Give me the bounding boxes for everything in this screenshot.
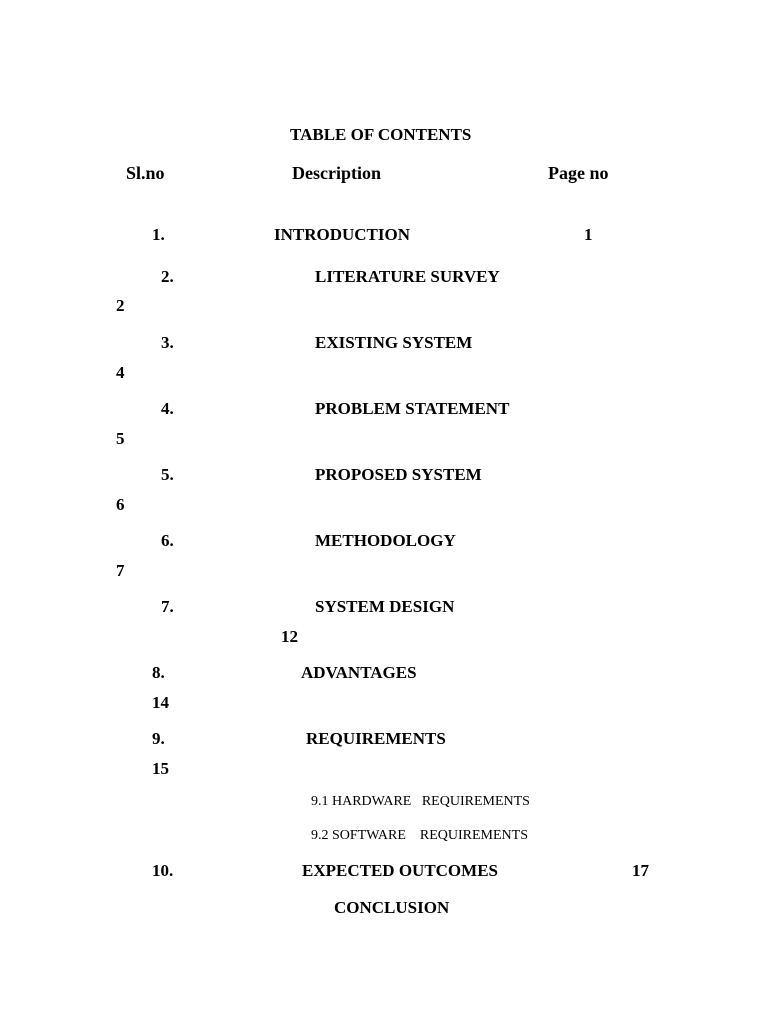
column-header-page: Page no: [548, 163, 609, 183]
toc-entry-page: 15: [152, 759, 169, 778]
toc-conclusion: CONCLUSION: [334, 898, 450, 917]
toc-entry-label: REQUIREMENTS: [306, 729, 446, 748]
toc-entry-number: 7.: [161, 597, 174, 616]
toc-entry-number: 3.: [161, 333, 174, 352]
toc-entry-number: 5.: [161, 465, 174, 484]
toc-entry-page: 2: [116, 296, 125, 315]
toc-entry-page: 12: [281, 627, 298, 646]
toc-title: TABLE OF CONTENTS: [290, 125, 472, 144]
toc-entry-number: 6.: [161, 531, 174, 550]
toc-entry-label: INTRODUCTION: [274, 225, 411, 244]
toc-entry-label: LITERATURE SURVEY: [315, 267, 500, 286]
toc-entry-page: 14: [152, 693, 169, 712]
toc-entry-page: 1: [584, 225, 593, 244]
toc-entry-label: PROBLEM STATEMENT: [315, 399, 510, 418]
column-header-description: Description: [292, 163, 381, 183]
toc-entry-page: 4: [116, 363, 125, 382]
toc-entry-page: 17: [632, 861, 649, 880]
toc-entry-label: EXPECTED OUTCOMES: [302, 861, 498, 880]
toc-entry-number: 8.: [152, 663, 165, 682]
toc-entry-label: PROPOSED SYSTEM: [315, 465, 482, 484]
toc-entry-label: EXISTING SYSTEM: [315, 333, 473, 352]
toc-entry-page: 7: [116, 561, 125, 580]
toc-subentry-label: 9.2 SOFTWARE REQUIREMENTS: [311, 828, 529, 843]
toc-entry-number: 9.: [152, 729, 165, 748]
toc-entry-label: SYSTEM DESIGN: [315, 597, 455, 616]
toc-entry-label: ADVANTAGES: [301, 663, 417, 682]
toc-entry-number: 2.: [161, 267, 174, 286]
toc-subentry-label: 9.1 HARDWARE REQUIREMENTS: [311, 794, 530, 809]
toc-entry-page: 6: [116, 495, 125, 514]
toc-entry-number: 4.: [161, 399, 174, 418]
toc-entry-number: 1.: [152, 225, 165, 244]
toc-entry-number: 10.: [152, 861, 174, 880]
column-header-slno: Sl.no: [126, 163, 165, 183]
toc-entry-page: 5: [116, 429, 125, 448]
toc-entry-label: METHODOLOGY: [315, 531, 456, 550]
